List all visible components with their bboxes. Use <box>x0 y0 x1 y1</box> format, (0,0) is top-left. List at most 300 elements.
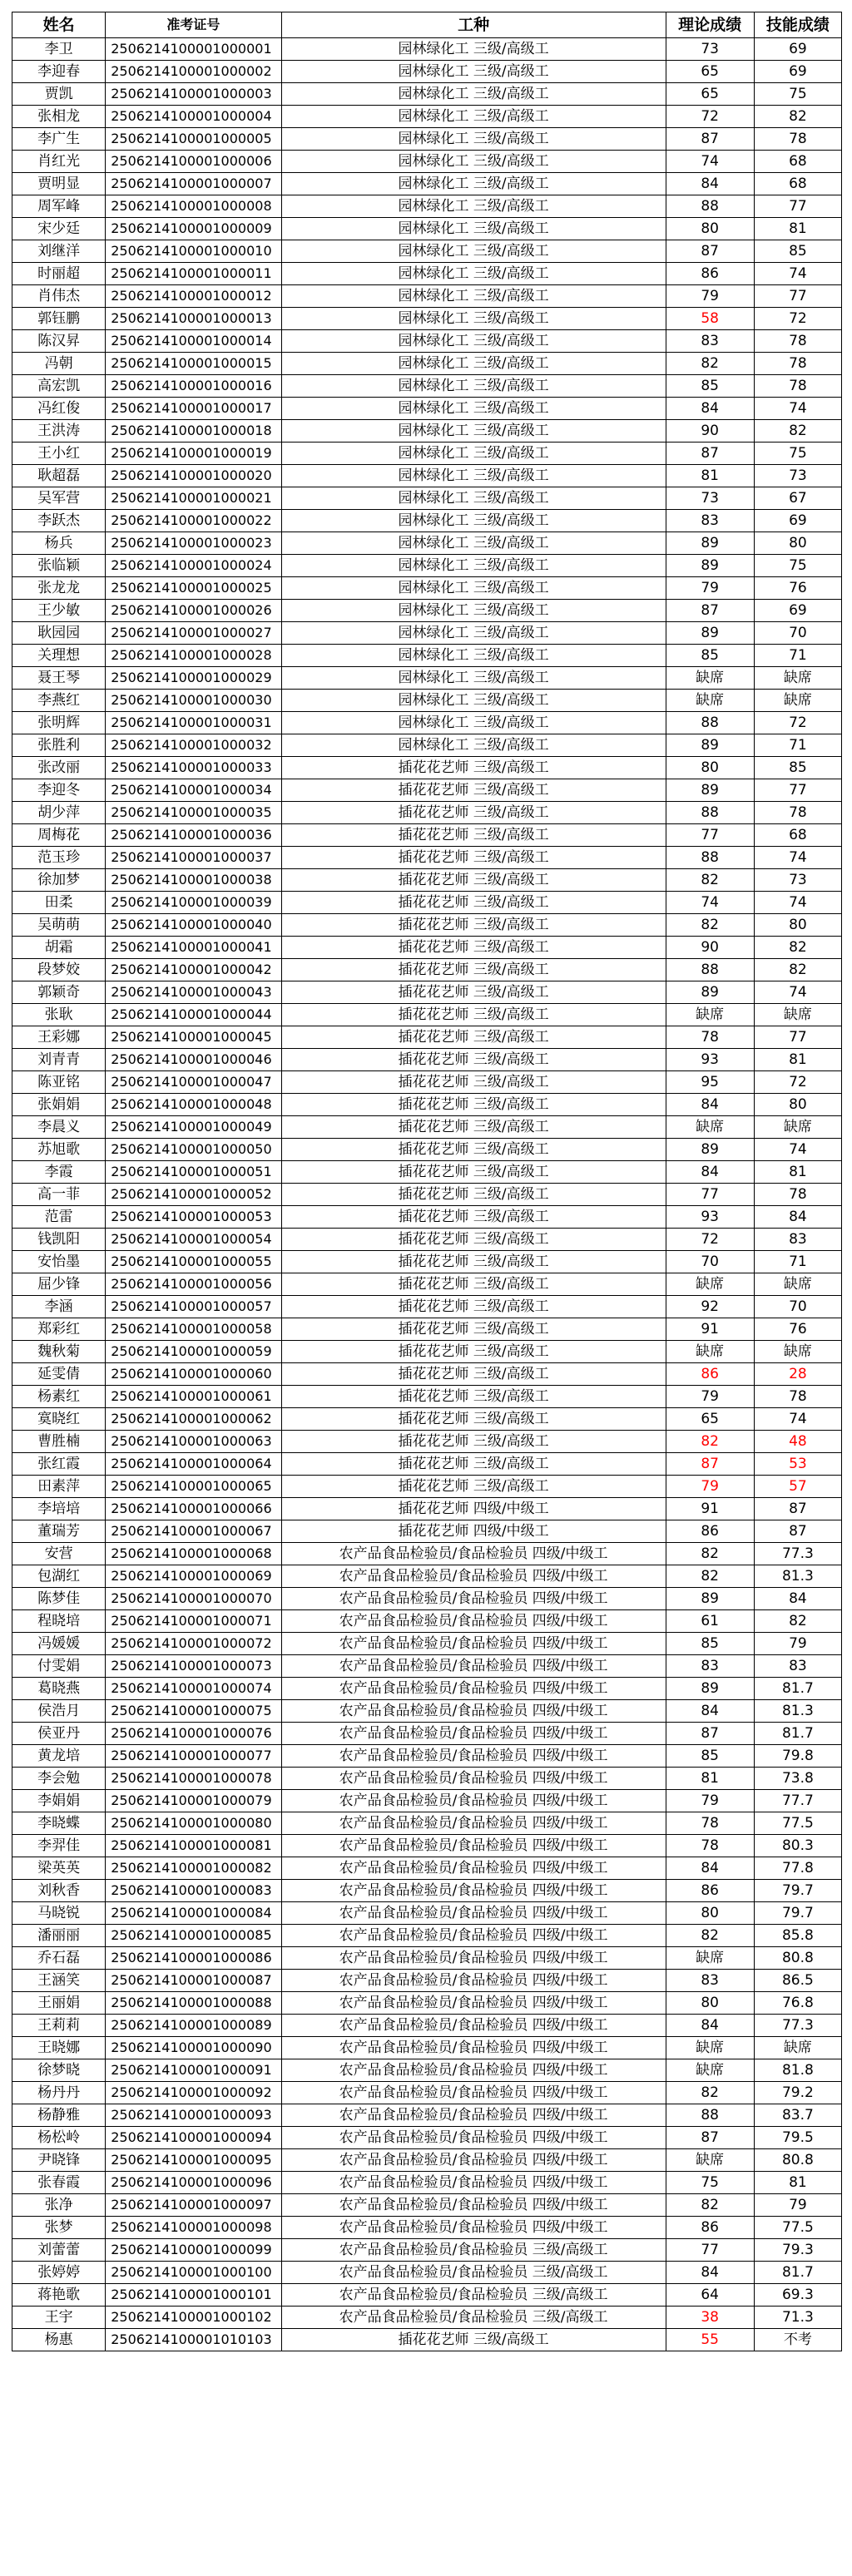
cell-exam-id: 2506214100001000092 <box>106 2082 281 2104</box>
table-row <box>12 2015 842 2037</box>
cell-exam-id: 2506214100001000097 <box>106 2194 281 2217</box>
cell-name: 李迎冬 <box>12 779 106 802</box>
table-row <box>12 712 842 734</box>
cell-exam-id: 2506214100001000015 <box>106 353 281 375</box>
cell-skill-score: 69 <box>754 61 841 83</box>
cell-job-type: 插花花艺师 三级/高级工 <box>281 779 666 802</box>
cell-job-type: 农产品食品检验员/食品检验员 四级/中级工 <box>281 1902 666 1925</box>
cell-exam-id: 2506214100001000089 <box>106 2015 281 2037</box>
cell-name: 周军峰 <box>12 195 106 218</box>
table-row <box>12 83 842 106</box>
table-row <box>12 1588 842 1610</box>
cell-name: 钱凯阳 <box>12 1229 106 1251</box>
cell-job-type: 插花花艺师 三级/高级工 <box>281 1161 666 1184</box>
cell-exam-id: 2506214100001000016 <box>106 375 281 398</box>
cell-job-type: 园林绿化工 三级/高级工 <box>281 128 666 151</box>
table-row <box>12 1206 842 1229</box>
cell-job-type: 插花花艺师 三级/高级工 <box>281 1004 666 1026</box>
table-row <box>12 645 842 667</box>
cell-exam-id: 2506214100001000018 <box>106 420 281 443</box>
cell-job-type: 园林绿化工 三级/高级工 <box>281 465 666 487</box>
cell-skill-score: 82 <box>754 937 841 959</box>
cell-exam-id: 2506214100001000084 <box>106 1902 281 1925</box>
cell-theory-score: 80 <box>666 218 754 240</box>
cell-exam-id: 2506214100001000003 <box>106 83 281 106</box>
cell-skill-score: 81.7 <box>754 1723 841 1745</box>
cell-skill-score: 78 <box>754 1386 841 1408</box>
cell-name: 梁英英 <box>12 1857 106 1880</box>
cell-theory-score: 82 <box>666 1431 754 1453</box>
cell-exam-id: 2506214100001000056 <box>106 1273 281 1296</box>
cell-job-type: 农产品食品检验员/食品检验员 四级/中级工 <box>281 2059 666 2082</box>
cell-skill-score: 77 <box>754 779 841 802</box>
cell-job-type: 插花花艺师 三级/高级工 <box>281 1341 666 1363</box>
cell-name: 张梦 <box>12 2217 106 2239</box>
cell-job-type: 园林绿化工 三级/高级工 <box>281 195 666 218</box>
table-row <box>12 2037 842 2059</box>
cell-exam-id: 2506214100001000037 <box>106 847 281 869</box>
cell-theory-score: 87 <box>666 1453 754 1476</box>
cell-job-type: 插花花艺师 三级/高级工 <box>281 1229 666 1251</box>
cell-name: 张明辉 <box>12 712 106 734</box>
cell-exam-id: 2506214100001000025 <box>106 577 281 600</box>
cell-name: 范玉珍 <box>12 847 106 869</box>
cell-skill-score: 28 <box>754 1363 841 1386</box>
table-row <box>12 1835 842 1857</box>
cell-exam-id: 2506214100001000039 <box>106 892 281 914</box>
cell-name: 乔石磊 <box>12 1947 106 1970</box>
cell-theory-score: 88 <box>666 2104 754 2127</box>
table-row <box>12 1026 842 1049</box>
cell-name: 李晓蝶 <box>12 1812 106 1835</box>
cell-name: 王彩娜 <box>12 1026 106 1049</box>
cell-theory-score: 84 <box>666 398 754 420</box>
table-row <box>12 1341 842 1363</box>
table-row <box>12 308 842 330</box>
cell-name: 关理想 <box>12 645 106 667</box>
cell-exam-id: 2506214100001000017 <box>106 398 281 420</box>
cell-exam-id: 2506214100001000055 <box>106 1251 281 1273</box>
cell-theory-score: 缺席 <box>666 1341 754 1363</box>
cell-job-type: 农产品食品检验员/食品检验员 四级/中级工 <box>281 2037 666 2059</box>
cell-job-type: 农产品食品检验员/食品检验员 四级/中级工 <box>281 1633 666 1655</box>
header-theory-score: 理论成绩 <box>666 12 754 38</box>
cell-name: 张相龙 <box>12 106 106 128</box>
cell-exam-id: 2506214100001000083 <box>106 1880 281 1902</box>
cell-exam-id: 2506214100001000102 <box>106 2307 281 2329</box>
table-row <box>12 1745 842 1768</box>
cell-exam-id: 2506214100001000069 <box>106 1565 281 1588</box>
cell-name: 包湖红 <box>12 1565 106 1588</box>
table-row <box>12 1565 842 1588</box>
table-row <box>12 1857 842 1880</box>
cell-skill-score: 79.3 <box>754 2239 841 2262</box>
cell-theory-score: 82 <box>666 2082 754 2104</box>
cell-name: 李霞 <box>12 1161 106 1184</box>
table-row <box>12 1251 842 1273</box>
cell-theory-score: 85 <box>666 375 754 398</box>
cell-theory-score: 87 <box>666 443 754 465</box>
table-row <box>12 757 842 779</box>
cell-name: 时丽超 <box>12 263 106 285</box>
cell-name: 徐加梦 <box>12 869 106 892</box>
cell-exam-id: 2506214100001000034 <box>106 779 281 802</box>
cell-theory-score: 87 <box>666 600 754 622</box>
cell-name: 李广生 <box>12 128 106 151</box>
cell-job-type: 插花花艺师 三级/高级工 <box>281 2329 666 2351</box>
table-row <box>12 2127 842 2149</box>
cell-theory-score: 93 <box>666 1049 754 1071</box>
cell-skill-score: 53 <box>754 1453 841 1476</box>
cell-name: 胡霜 <box>12 937 106 959</box>
cell-job-type: 农产品食品检验员/食品检验员 四级/中级工 <box>281 1925 666 1947</box>
cell-skill-score: 缺席 <box>754 690 841 712</box>
cell-skill-score: 75 <box>754 555 841 577</box>
cell-theory-score: 83 <box>666 1970 754 1992</box>
cell-skill-score: 76 <box>754 1318 841 1341</box>
cell-job-type: 农产品食品检验员/食品检验员 三级/高级工 <box>281 2262 666 2284</box>
table-row <box>12 128 842 151</box>
cell-name: 范雷 <box>12 1206 106 1229</box>
cell-exam-id: 2506214100001000067 <box>106 1520 281 1543</box>
table-row <box>12 622 842 645</box>
cell-theory-score: 72 <box>666 1229 754 1251</box>
cell-job-type: 农产品食品检验员/食品检验员 四级/中级工 <box>281 1745 666 1768</box>
cell-skill-score: 69 <box>754 600 841 622</box>
cell-skill-score: 81 <box>754 2172 841 2194</box>
cell-job-type: 插花花艺师 四级/中级工 <box>281 1498 666 1520</box>
cell-skill-score: 缺席 <box>754 667 841 690</box>
cell-job-type: 园林绿化工 三级/高级工 <box>281 375 666 398</box>
cell-exam-id: 2506214100001000032 <box>106 734 281 757</box>
cell-theory-score: 85 <box>666 645 754 667</box>
cell-exam-id: 2506214100001000014 <box>106 330 281 353</box>
cell-job-type: 农产品食品检验员/食品检验员 四级/中级工 <box>281 1678 666 1700</box>
cell-job-type: 农产品食品检验员/食品检验员 四级/中级工 <box>281 2194 666 2217</box>
table-row <box>12 1902 842 1925</box>
cell-job-type: 农产品食品检验员/食品检验员 四级/中级工 <box>281 1835 666 1857</box>
table-row <box>12 2149 842 2172</box>
table-row <box>12 1925 842 1947</box>
cell-job-type: 园林绿化工 三级/高级工 <box>281 61 666 83</box>
cell-theory-score: 89 <box>666 779 754 802</box>
cell-skill-score: 缺席 <box>754 1341 841 1363</box>
table-row <box>12 2104 842 2127</box>
cell-job-type: 园林绿化工 三级/高级工 <box>281 645 666 667</box>
table-row <box>12 1880 842 1902</box>
cell-skill-score: 73 <box>754 465 841 487</box>
cell-theory-score: 79 <box>666 1476 754 1498</box>
cell-theory-score: 93 <box>666 1206 754 1229</box>
cell-theory-score: 缺席 <box>666 1116 754 1139</box>
cell-job-type: 插花花艺师 三级/高级工 <box>281 1386 666 1408</box>
cell-skill-score: 74 <box>754 981 841 1004</box>
cell-skill-score: 77.3 <box>754 2015 841 2037</box>
cell-name: 张红霞 <box>12 1453 106 1476</box>
header-name: 姓名 <box>12 12 106 38</box>
cell-theory-score: 72 <box>666 106 754 128</box>
cell-theory-score: 86 <box>666 1363 754 1386</box>
cell-skill-score: 78 <box>754 1184 841 1206</box>
table-row <box>12 1812 842 1835</box>
cell-skill-score: 87 <box>754 1498 841 1520</box>
cell-name: 陈亚铭 <box>12 1071 106 1094</box>
cell-skill-score: 74 <box>754 263 841 285</box>
table-row <box>12 443 842 465</box>
table-row <box>12 1768 842 1790</box>
table-row <box>12 106 842 128</box>
cell-name: 李迎春 <box>12 61 106 83</box>
cell-job-type: 园林绿化工 三级/高级工 <box>281 173 666 195</box>
cell-skill-score: 77.7 <box>754 1790 841 1812</box>
cell-theory-score: 83 <box>666 330 754 353</box>
table-row <box>12 2262 842 2284</box>
cell-name: 田柔 <box>12 892 106 914</box>
cell-exam-id: 2506214100001000031 <box>106 712 281 734</box>
cell-skill-score: 71 <box>754 645 841 667</box>
cell-name: 王少敏 <box>12 600 106 622</box>
cell-name: 张胜利 <box>12 734 106 757</box>
cell-job-type: 农产品食品检验员/食品检验员 四级/中级工 <box>281 2104 666 2127</box>
cell-skill-score: 69 <box>754 38 841 61</box>
cell-exam-id: 2506214100001000071 <box>106 1610 281 1633</box>
cell-skill-score: 75 <box>754 443 841 465</box>
cell-exam-id: 2506214100001000099 <box>106 2239 281 2262</box>
table-row <box>12 1655 842 1678</box>
cell-name: 宋少廷 <box>12 218 106 240</box>
cell-theory-score: 90 <box>666 937 754 959</box>
cell-name: 王涵笑 <box>12 1970 106 1992</box>
cell-theory-score: 77 <box>666 1184 754 1206</box>
table-row <box>12 1476 842 1498</box>
cell-exam-id: 2506214100001000053 <box>106 1206 281 1229</box>
cell-name: 郭颖奇 <box>12 981 106 1004</box>
cell-exam-id: 2506214100001000050 <box>106 1139 281 1161</box>
cell-skill-score: 72 <box>754 308 841 330</box>
cell-job-type: 农产品食品检验员/食品检验员 四级/中级工 <box>281 1790 666 1812</box>
cell-job-type: 农产品食品检验员/食品检验员 四级/中级工 <box>281 1588 666 1610</box>
cell-job-type: 农产品食品检验员/食品检验员 四级/中级工 <box>281 2015 666 2037</box>
cell-name: 耿园园 <box>12 622 106 645</box>
cell-exam-id: 2506214100001000063 <box>106 1431 281 1453</box>
cell-job-type: 农产品食品检验员/食品检验员 四级/中级工 <box>281 1880 666 1902</box>
cell-job-type: 农产品食品检验员/食品检验员 四级/中级工 <box>281 2149 666 2172</box>
cell-exam-id: 2506214100001000027 <box>106 622 281 645</box>
table-row <box>12 1453 842 1476</box>
cell-exam-id: 2506214100001000044 <box>106 1004 281 1026</box>
cell-skill-score: 80.8 <box>754 2149 841 2172</box>
cell-name: 王晓娜 <box>12 2037 106 2059</box>
cell-theory-score: 84 <box>666 1094 754 1116</box>
cell-job-type: 农产品食品检验员/食品检验员 三级/高级工 <box>281 2239 666 2262</box>
cell-theory-score: 缺席 <box>666 667 754 690</box>
cell-job-type: 园林绿化工 三级/高级工 <box>281 83 666 106</box>
cell-job-type: 插花花艺师 三级/高级工 <box>281 892 666 914</box>
cell-exam-id: 2506214100001000001 <box>106 38 281 61</box>
header-job-type: 工种 <box>281 12 666 38</box>
header-exam-id: 准考证号 <box>106 12 281 38</box>
cell-skill-score: 74 <box>754 398 841 420</box>
cell-theory-score: 83 <box>666 1655 754 1678</box>
cell-job-type: 园林绿化工 三级/高级工 <box>281 667 666 690</box>
cell-name: 杨静雅 <box>12 2104 106 2127</box>
cell-theory-score: 65 <box>666 1408 754 1431</box>
cell-skill-score: 68 <box>754 151 841 173</box>
cell-skill-score: 74 <box>754 1139 841 1161</box>
cell-theory-score: 38 <box>666 2307 754 2329</box>
table-row <box>12 914 842 937</box>
cell-skill-score: 78 <box>754 375 841 398</box>
cell-theory-score: 78 <box>666 1812 754 1835</box>
cell-name: 肖红光 <box>12 151 106 173</box>
cell-job-type: 插花花艺师 三级/高级工 <box>281 1184 666 1206</box>
cell-name: 李羿佳 <box>12 1835 106 1857</box>
cell-theory-score: 91 <box>666 1318 754 1341</box>
cell-name: 程晓培 <box>12 1610 106 1633</box>
score-table <box>12 12 842 2351</box>
cell-skill-score: 81.3 <box>754 1565 841 1588</box>
cell-theory-score: 88 <box>666 959 754 981</box>
cell-job-type: 插花花艺师 三级/高级工 <box>281 1116 666 1139</box>
cell-name: 寞晓红 <box>12 1408 106 1431</box>
cell-name: 刘蕾蕾 <box>12 2239 106 2262</box>
cell-exam-id: 2506214100001000060 <box>106 1363 281 1386</box>
cell-name: 陈汉昇 <box>12 330 106 353</box>
cell-skill-score: 缺席 <box>754 2037 841 2059</box>
header-row <box>12 12 842 38</box>
cell-job-type: 农产品食品检验员/食品检验员 三级/高级工 <box>281 2307 666 2329</box>
cell-theory-score: 缺席 <box>666 2059 754 2082</box>
cell-exam-id: 2506214100001000043 <box>106 981 281 1004</box>
cell-name: 安营 <box>12 1543 106 1565</box>
cell-job-type: 插花花艺师 三级/高级工 <box>281 1026 666 1049</box>
cell-theory-score: 84 <box>666 173 754 195</box>
table-row <box>12 2307 842 2329</box>
cell-name: 冯媛媛 <box>12 1633 106 1655</box>
cell-theory-score: 73 <box>666 38 754 61</box>
cell-job-type: 园林绿化工 三级/高级工 <box>281 353 666 375</box>
cell-theory-score: 77 <box>666 2239 754 2262</box>
cell-exam-id: 2506214100001000065 <box>106 1476 281 1498</box>
cell-job-type: 插花花艺师 三级/高级工 <box>281 824 666 847</box>
cell-name: 郑彩红 <box>12 1318 106 1341</box>
cell-skill-score: 57 <box>754 1476 841 1498</box>
cell-theory-score: 84 <box>666 1857 754 1880</box>
table-row <box>12 1633 842 1655</box>
cell-job-type: 插花花艺师 三级/高级工 <box>281 1206 666 1229</box>
cell-job-type: 园林绿化工 三级/高级工 <box>281 443 666 465</box>
table-row <box>12 847 842 869</box>
cell-exam-id: 2506214100001000051 <box>106 1161 281 1184</box>
cell-job-type: 农产品食品检验员/食品检验员 四级/中级工 <box>281 1768 666 1790</box>
cell-exam-id: 2506214100001000059 <box>106 1341 281 1363</box>
cell-name: 张临颖 <box>12 555 106 577</box>
cell-job-type: 园林绿化工 三级/高级工 <box>281 510 666 532</box>
table-row <box>12 2172 842 2194</box>
cell-exam-id: 2506214100001010103 <box>106 2329 281 2351</box>
table-row <box>12 555 842 577</box>
cell-skill-score: 缺席 <box>754 1004 841 1026</box>
cell-skill-score: 79.7 <box>754 1880 841 1902</box>
table-row <box>12 195 842 218</box>
cell-exam-id: 2506214100001000035 <box>106 802 281 824</box>
cell-skill-score: 72 <box>754 1071 841 1094</box>
cell-skill-score: 84 <box>754 1206 841 1229</box>
cell-name: 王洪涛 <box>12 420 106 443</box>
cell-name: 潘丽丽 <box>12 1925 106 1947</box>
table-row <box>12 1543 842 1565</box>
cell-theory-score: 89 <box>666 555 754 577</box>
cell-theory-score: 55 <box>666 2329 754 2351</box>
cell-job-type: 插花花艺师 三级/高级工 <box>281 1273 666 1296</box>
cell-theory-score: 82 <box>666 2194 754 2217</box>
score-sheet <box>12 12 842 2351</box>
cell-name: 刘秋香 <box>12 1880 106 1902</box>
cell-job-type: 插花花艺师 三级/高级工 <box>281 1251 666 1273</box>
cell-skill-score: 74 <box>754 892 841 914</box>
cell-theory-score: 缺席 <box>666 1273 754 1296</box>
cell-exam-id: 2506214100001000028 <box>106 645 281 667</box>
table-row <box>12 532 842 555</box>
cell-job-type: 插花花艺师 三级/高级工 <box>281 1408 666 1431</box>
cell-exam-id: 2506214100001000006 <box>106 151 281 173</box>
cell-name: 李培培 <box>12 1498 106 1520</box>
cell-theory-score: 86 <box>666 263 754 285</box>
cell-theory-score: 87 <box>666 240 754 263</box>
cell-job-type: 插花花艺师 三级/高级工 <box>281 1363 666 1386</box>
cell-exam-id: 2506214100001000090 <box>106 2037 281 2059</box>
cell-name: 侯亚丹 <box>12 1723 106 1745</box>
cell-job-type: 农产品食品检验员/食品检验员 四级/中级工 <box>281 1655 666 1678</box>
table-row <box>12 173 842 195</box>
cell-theory-score: 87 <box>666 2127 754 2149</box>
cell-job-type: 插花花艺师 三级/高级工 <box>281 1049 666 1071</box>
cell-job-type: 园林绿化工 三级/高级工 <box>281 487 666 510</box>
cell-theory-score: 89 <box>666 734 754 757</box>
cell-job-type: 园林绿化工 三级/高级工 <box>281 285 666 308</box>
cell-theory-score: 缺席 <box>666 2037 754 2059</box>
cell-theory-score: 89 <box>666 622 754 645</box>
cell-theory-score: 88 <box>666 847 754 869</box>
cell-skill-score: 79 <box>754 1633 841 1655</box>
cell-exam-id: 2506214100001000079 <box>106 1790 281 1812</box>
cell-theory-score: 80 <box>666 757 754 779</box>
cell-job-type: 插花花艺师 三级/高级工 <box>281 869 666 892</box>
table-row <box>12 487 842 510</box>
cell-name: 魏秋菊 <box>12 1341 106 1363</box>
cell-exam-id: 2506214100001000064 <box>106 1453 281 1476</box>
cell-theory-score: 88 <box>666 195 754 218</box>
cell-theory-score: 84 <box>666 2015 754 2037</box>
table-row <box>12 667 842 690</box>
cell-skill-score: 77.3 <box>754 1543 841 1565</box>
cell-skill-score: 78 <box>754 330 841 353</box>
cell-name: 冯朝 <box>12 353 106 375</box>
table-row <box>12 981 842 1004</box>
cell-skill-score: 缺席 <box>754 1116 841 1139</box>
cell-job-type: 农产品食品检验员/食品检验员 四级/中级工 <box>281 1723 666 1745</box>
cell-name: 李燕红 <box>12 690 106 712</box>
cell-skill-score: 83.7 <box>754 2104 841 2127</box>
cell-name: 李会勉 <box>12 1768 106 1790</box>
cell-skill-score: 77.5 <box>754 1812 841 1835</box>
cell-skill-score: 81 <box>754 1161 841 1184</box>
cell-exam-id: 2506214100001000005 <box>106 128 281 151</box>
cell-job-type: 插花花艺师 三级/高级工 <box>281 1431 666 1453</box>
cell-name: 曹胜楠 <box>12 1431 106 1453</box>
cell-name: 张春霞 <box>12 2172 106 2194</box>
table-row <box>12 1116 842 1139</box>
